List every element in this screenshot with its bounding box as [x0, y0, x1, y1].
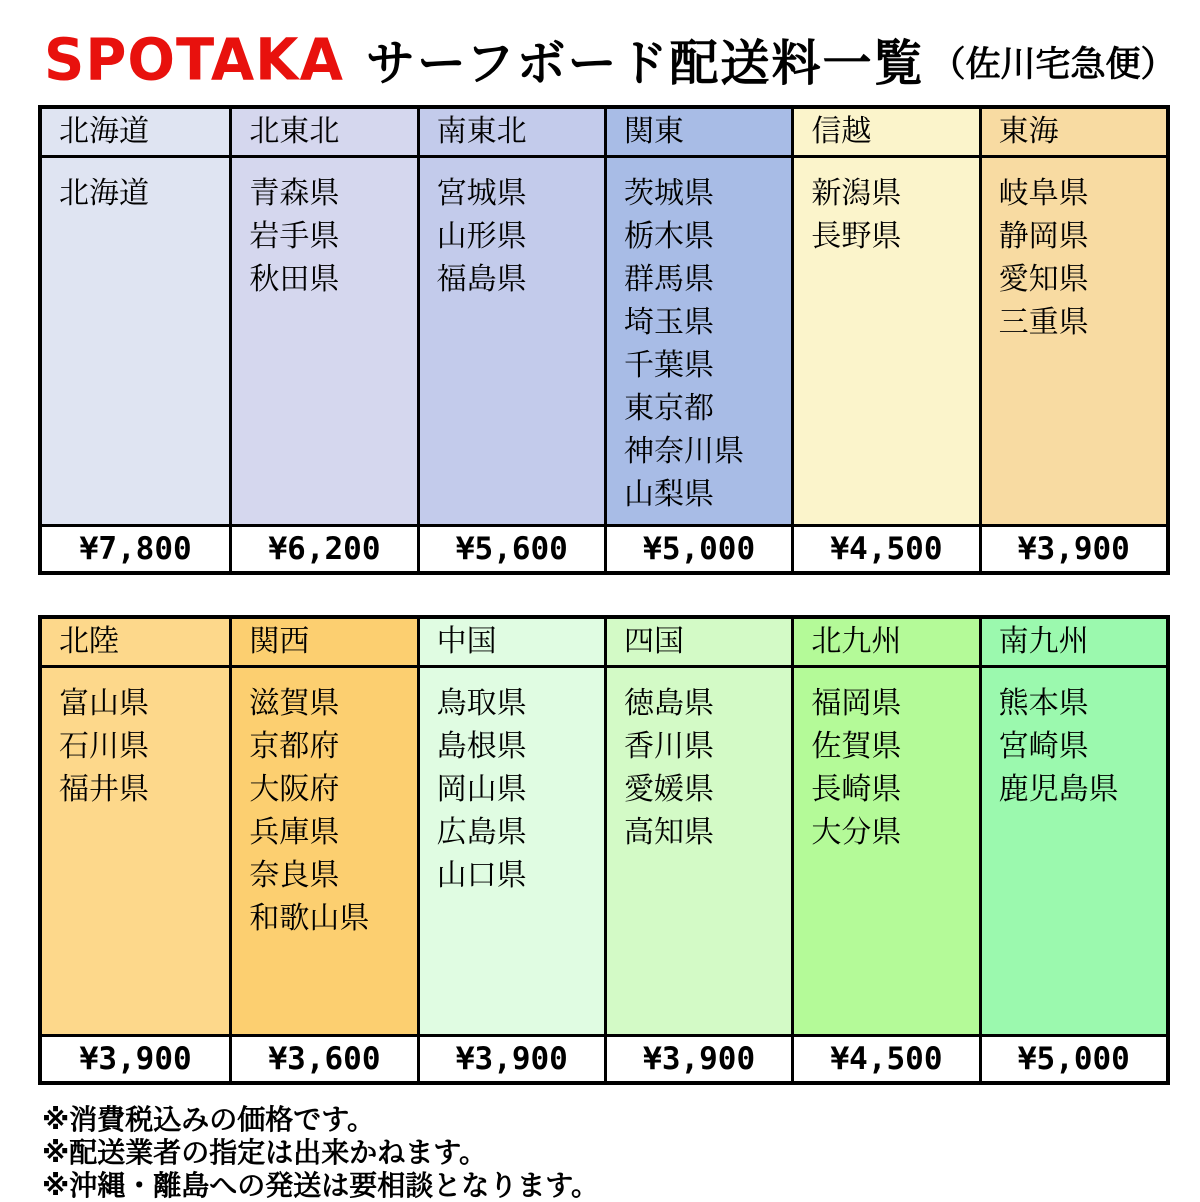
prefecture-name: 奈良県 [249, 858, 340, 893]
prefecture-name: 福島県 [436, 262, 527, 297]
prefecture-name: 岩手県 [249, 219, 340, 254]
prefecture-name: 長野県 [811, 219, 902, 254]
region-header: 北東北 [232, 109, 416, 158]
region-column [791, 109, 978, 571]
fee-table-east-japan [38, 105, 1170, 575]
prefecture-name: 富山県 [59, 686, 149, 721]
prefecture-name: 鹿児島県 [998, 772, 1119, 807]
shipping-price: ¥6,200 [232, 524, 416, 571]
prefecture-name: 兵庫県 [249, 815, 340, 850]
prefecture-list [794, 668, 978, 1034]
page-title [38, 25, 1176, 95]
prefecture-name: 山梨県 [623, 477, 714, 512]
region-column [229, 619, 416, 1081]
prefecture-list [982, 158, 1166, 524]
prefecture-name: 佐賀県 [811, 729, 902, 764]
prefecture-name: 山口県 [436, 858, 527, 893]
prefecture-name: 京都府 [249, 729, 340, 764]
region-column [791, 619, 978, 1081]
shipping-price: ¥3,600 [232, 1034, 416, 1081]
prefecture-name: 和歌山県 [249, 901, 370, 936]
prefecture-name: 群馬県 [623, 262, 714, 297]
prefecture-name: 三重県 [998, 305, 1089, 340]
region-column [979, 619, 1166, 1081]
footnotes [38, 1103, 1170, 1202]
shipping-price: ¥3,900 [982, 524, 1166, 571]
prefecture-name: 千葉県 [623, 348, 714, 383]
title-carrier-note: （佐川宅急便） [930, 45, 1176, 85]
prefecture-name: 山形県 [436, 219, 527, 254]
prefecture-name: 長崎県 [811, 772, 902, 807]
shipping-price: ¥5,000 [982, 1034, 1166, 1081]
prefecture-name: 鳥取県 [436, 686, 527, 721]
region-column [42, 109, 229, 571]
prefecture-name: 大阪府 [249, 772, 340, 807]
region-header: 四国 [607, 619, 791, 668]
shipping-price: ¥4,500 [794, 524, 978, 571]
prefecture-name: 島根県 [436, 729, 527, 764]
prefecture-name: 広島県 [436, 815, 527, 850]
title-text: サーフボード配送料一覧 [365, 35, 925, 92]
region-column [604, 109, 791, 571]
prefecture-name: 岡山県 [436, 772, 527, 807]
shipping-price: ¥4,500 [794, 1034, 978, 1081]
shipping-price: ¥7,800 [42, 524, 229, 571]
prefecture-list [232, 668, 416, 1034]
footnote-tax: ※消費税込みの価格です。 [42, 1103, 375, 1136]
prefecture-list [42, 158, 229, 524]
prefecture-list [982, 668, 1166, 1034]
prefecture-list [420, 668, 604, 1034]
region-header: 北陸 [42, 619, 229, 668]
prefecture-name: 宮崎県 [998, 729, 1089, 764]
footnote-okinawa: ※沖縄・離島への発送は要相談となります。 [42, 1169, 599, 1202]
prefecture-name: 石川県 [59, 729, 149, 764]
shipping-price: ¥3,900 [42, 1034, 229, 1081]
region-column [417, 109, 604, 571]
footnote-carrier: ※配送業者の指定は出来かねます。 [42, 1136, 487, 1169]
prefecture-list [607, 158, 791, 524]
prefecture-name: 埼玉県 [623, 305, 714, 340]
prefecture-name: 東京都 [623, 391, 714, 426]
prefecture-name: 徳島県 [623, 686, 714, 721]
prefecture-list [42, 668, 229, 1034]
shipping-price: ¥5,000 [607, 524, 791, 571]
region-header: 関東 [607, 109, 791, 158]
prefecture-name: 茨城県 [623, 176, 714, 211]
region-header: 信越 [794, 109, 978, 158]
region-header: 北海道 [42, 109, 229, 158]
prefecture-name: 愛媛県 [623, 772, 714, 807]
prefecture-list [420, 158, 604, 524]
spotaka-logo: SPOTAKA [44, 26, 344, 94]
prefecture-list [794, 158, 978, 524]
prefecture-name: 愛知県 [998, 262, 1089, 297]
prefecture-list [607, 668, 791, 1034]
region-column [979, 109, 1166, 571]
region-column [417, 619, 604, 1081]
prefecture-name: 大分県 [811, 815, 902, 850]
prefecture-name: 神奈川県 [623, 434, 744, 469]
prefecture-name: 青森県 [249, 176, 340, 211]
prefecture-name: 熊本県 [998, 686, 1089, 721]
prefecture-name: 高知県 [623, 815, 714, 850]
shipping-price: ¥5,600 [420, 524, 604, 571]
region-header: 南東北 [420, 109, 604, 158]
region-header: 北九州 [794, 619, 978, 668]
prefecture-name: 岐阜県 [998, 176, 1089, 211]
prefecture-name: 秋田県 [249, 262, 340, 297]
region-column [229, 109, 416, 571]
prefecture-name: 静岡県 [998, 219, 1089, 254]
prefecture-list [232, 158, 416, 524]
prefecture-name: 福岡県 [811, 686, 902, 721]
prefecture-name: 新潟県 [811, 176, 902, 211]
region-header: 東海 [982, 109, 1166, 158]
prefecture-name: 福井県 [59, 772, 149, 807]
fee-table-west-japan [38, 615, 1170, 1085]
region-column [42, 619, 229, 1081]
prefecture-name: 香川県 [623, 729, 714, 764]
shipping-price: ¥3,900 [607, 1034, 791, 1081]
region-column [604, 619, 791, 1081]
shipping-price: ¥3,900 [420, 1034, 604, 1081]
prefecture-name: 宮城県 [436, 176, 527, 211]
region-header: 中国 [420, 619, 604, 668]
prefecture-name: 北海道 [59, 176, 149, 211]
prefecture-name: 滋賀県 [249, 686, 340, 721]
prefecture-name: 栃木県 [623, 219, 714, 254]
region-header: 南九州 [982, 619, 1166, 668]
region-header: 関西 [232, 619, 416, 668]
